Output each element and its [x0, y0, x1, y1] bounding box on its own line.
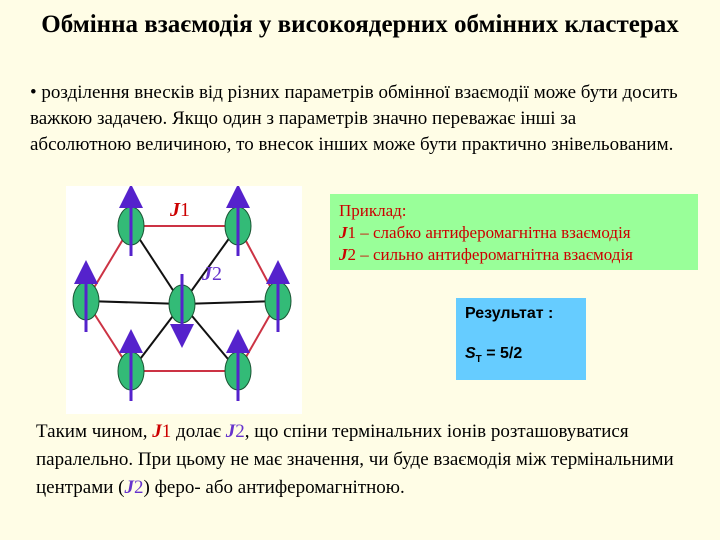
- example-line-j1: J1 – слабко антиферомагнітна взаємодія: [339, 223, 631, 242]
- bullet: •: [30, 82, 37, 103]
- j1-label: J1: [170, 199, 190, 221]
- spin-cluster-diagram: [66, 186, 302, 414]
- intro-paragraph: [30, 80, 680, 158]
- terminal-spin: [118, 196, 144, 256]
- conclusion-paragraph: Таким чином, J1 долає J2, що спіни термінальних іонів розташовуватися паралельно. При цьому не має значення, чи буде взаємодія між термінальними центрами (J2) феро- або антиферомагнітною.: [36, 421, 674, 498]
- central-spin: [169, 274, 195, 336]
- terminal-spin: [225, 341, 251, 401]
- result-label: Результат :: [465, 305, 554, 322]
- example-line-j2: J2 – сильно антиферомагнітна взаємодія: [339, 245, 633, 264]
- terminal-spin: [225, 196, 251, 256]
- example-box: [330, 194, 698, 270]
- terminal-spin: [265, 272, 291, 332]
- terminal-spin: [118, 341, 144, 401]
- slide-title: Обмінна взаємодія у високоядерних обмінних кластерах: [41, 11, 679, 38]
- result-value: $S_T = 5/2$: [465, 345, 523, 366]
- cluster-svg: [66, 186, 302, 414]
- intro-text: розділення внесків від різних параметрів обмінної взаємодії може бути досить важкою задачею. Якщо один з параметрів значно переважає інші за абсолютною величиною, то внесок інших може бути практично знівельованим.: [30, 82, 678, 155]
- result-box: [456, 298, 586, 380]
- example-heading: Приклад:: [339, 201, 407, 220]
- terminal-spin: [73, 272, 99, 332]
- j2-label: J2: [202, 263, 222, 285]
